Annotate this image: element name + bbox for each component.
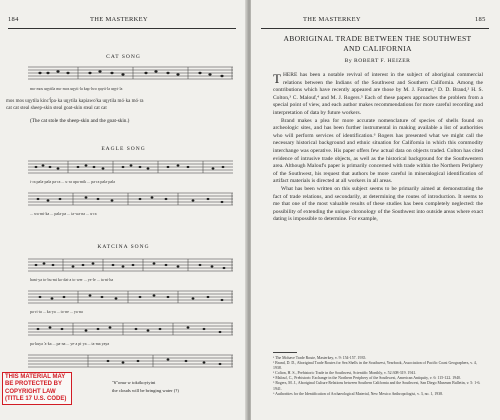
eagle-song-title: EAGLE SONG (101, 146, 146, 152)
footnotes (273, 356, 483, 397)
katcina-song-staff-4 (28, 352, 233, 372)
cat-song-staff (28, 63, 233, 85)
paragraph-1: HERE has been a notable revival of interest in the subject of aboriginal commercial relations between the Indians of the Southwest and Southern California. Among the contributions which have recently appeared are those by M. J. Farmer,¹ D. D. Brand,² H. S. Colton,³ C. Malouf,⁴ and M. J. Rogers.⁵ Each of these papers approaches the problem from a special point of view, and each author makes recommendations for more careful recording and interpretation of data by future workers. (273, 72, 483, 116)
katcina-song-lyrics-2: pa·ri·ta ... ka·ya ... to·ne ... ya·na (30, 309, 83, 314)
cat-song-gloss: cat cat steal sheep-skin steal goat-skin steal cat cat (6, 106, 107, 111)
running-head-left: THE MASTERKEY (90, 16, 148, 23)
katcina-song-bottom-line: "6"oma·w tokókoyiyini (112, 380, 156, 385)
eagle-song-staff-2 (28, 190, 233, 210)
right-page (251, 0, 500, 420)
left-page (0, 0, 247, 420)
article-body (273, 72, 483, 224)
article-byline: By ROBERT F. HEIZER (344, 58, 411, 64)
footnote-2: ² Brand, D. D., Aboriginal Trade Routes for Sea Shells in the Southwest, Yearbook, Association of Pacific Coast Geographers, v. 4, 1938. (273, 361, 477, 371)
katcina-song-staff-1 (28, 256, 233, 276)
footnote-6: ⁶ Authorities for the Identification of Archaeological Material, New Mexico Anthropologist, v. 3, no. 1, 1938. (273, 391, 444, 396)
katcina-song-lyrics-1: hani·ya to·bu·mi ko·dat·a to·wer ... ye·le ... ta·ni·ha (30, 277, 114, 282)
katcina-song-staff-3 (28, 320, 233, 340)
running-head-right: THE MASTERKEY (303, 16, 361, 23)
katcina-song-bottom-gloss: the clouds will be bringing water (?) (112, 388, 179, 393)
footnote-rule (273, 352, 297, 353)
header-rule-left (8, 28, 236, 29)
article-title: ABORIGINAL TRADE BETWEEN THE SOUTHWEST AND CALIFORNIA (283, 34, 472, 53)
header-rule-right (261, 28, 489, 29)
katcina-song-staff-2 (28, 288, 233, 308)
cat-song-lyrics-1: mo·mos uŋytila mo·mos uŋyti·la kap·lwo ŋayti·la uŋyt·la (30, 86, 123, 91)
page-number-right: 185 (475, 16, 486, 23)
footnote-1: ¹ The Mohave Trade Route, Masterkey, v. 9: 154-157. 1935. (273, 356, 367, 360)
paragraph-2: Brand makes a plea for more accurate nomenclature of species of shells found on archeologic sites, and has been further instrumental in making available a list of authorities who will perform services of identification.⁶ Rogers has presented what we might call the necessary historical background and ethnic situation for California in which this commodity interchange was operative. His paper offers few actual data on objects traded. Colton has cited evidence of intrusive trade objects, as well as the historical background for the Southwestern area. Although Malouf's paper is primarily concerned with trade within the Northern Periphery of the Southwest, his request that authors be more careful in mineralogical identification of artifact materials is directed at all workers in all areas. (273, 117, 483, 185)
katcina-song-lyrics-3: pa·kuya 'a·ka ... pa·na ... ye·a pi·ya ... ta·ma yaya (30, 341, 110, 346)
eagle-song-staff-1 (28, 158, 233, 178)
footnote-5: ⁵ Rogers, M. J., Aboriginal Culture Relations between Southern California and the Southwest, San Diego Museum Bulletin, v. 5: 1-6. 1941. (273, 381, 481, 391)
copyright-stamp: THIS MATERIAL MAY BE PROTECTED BY COPYRIGHT LAW (TITLE 17 U.S. CODE) (2, 372, 72, 405)
eagle-song-lyrics-1: i·ra pala·pala pa·ra ... u·ra upa·mik ... pa·ra pala·pala (30, 179, 116, 184)
paragraph-3: What has been written on this subject seems to be primarily aimed at demonstrating the fact of trade relations, and secondarily, at determining the routes of introduction. It seems to me that one of the most valuable results of these studies has been completely neglected: the possibility of extending the unique chronology of the Southwest into outside areas where exact dating is impossible to determine. For example, (273, 185, 483, 223)
page-number-left: 184 (8, 16, 19, 23)
footnote-3: ³ Colton, H. S., Prehistoric Trade in the Southwest, Scientific Monthly, v. 52:308-319. 1941. (273, 371, 417, 376)
katcina-song-title: KATCINA SONG (97, 244, 150, 250)
drop-cap: T (273, 71, 281, 86)
eagle-song-lyrics-2: ... wa·mi·ka ... pala·pa ... ia·wa·na ... u·ra (30, 211, 97, 216)
cat-song-title: CAT SONG (106, 54, 141, 60)
footnote-4: ⁴ Malouf, C., Prehistoric Exchange in the Northern Periphery of the Southwest, American Antiquity, v. 6: 115-122. 1940. (273, 376, 461, 381)
cat-song-caption: (The cat stole the sheep-skin and the goat-skin.) (30, 118, 130, 124)
cat-song-lyrics-2: mos mos uŋytila kinc'ĺpa·ka uŋytila kapiawo'ka uŋytila mó·ka mó·ra (6, 99, 144, 104)
